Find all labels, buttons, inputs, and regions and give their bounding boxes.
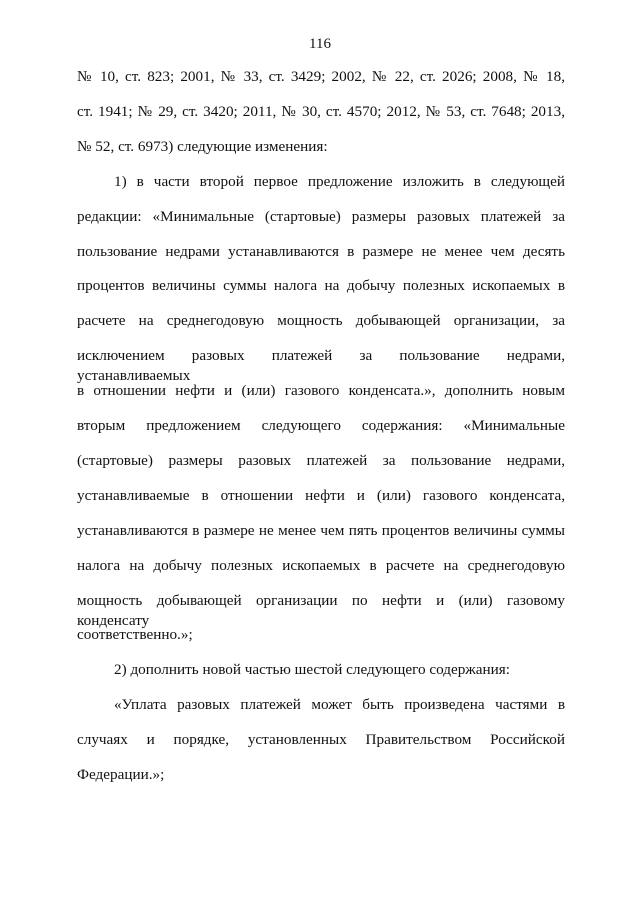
text-line: мощность добывающей организации по нефти и (или) газовому конденсату	[77, 592, 565, 629]
text-line: вторым предложением следующего содержания: «Минимальные	[77, 417, 565, 434]
text-line: расчете на среднегодовую мощность добывающей организации, за	[77, 312, 565, 329]
text-line: (стартовые) размеры разовых платежей за пользование недрами,	[77, 452, 565, 469]
text-line: устанавливаются в размере не менее чем пять процентов величины суммы	[77, 522, 565, 539]
text-line: № 52, ст. 6973) следующие изменения:	[77, 138, 328, 155]
text-line: соответственно.»;	[77, 626, 193, 643]
text-line: в отношении нефти и (или) газового конденсата.», дополнить новым	[77, 382, 565, 399]
text-line: 2) дополнить новой частью шестой следующего содержания:	[114, 661, 510, 678]
text-line: пользование недрами устанавливаются в размере не менее чем десять	[77, 243, 565, 260]
text-line: налога на добычу полезных ископаемых в расчете на среднегодовую	[77, 557, 565, 574]
text-line: устанавливаемые в отношении нефти и (или) газового конденсата,	[77, 487, 565, 504]
text-line: процентов величины суммы налога на добычу полезных ископаемых в	[77, 277, 565, 294]
text-line: 1) в части второй первое предложение изложить в следующей	[114, 173, 565, 190]
text-line: № 10, ст. 823; 2001, № 33, ст. 3429; 2002, № 22, ст. 2026; 2008, № 18,	[77, 68, 565, 85]
text-line: «Уплата разовых платежей может быть произведена частями в	[114, 696, 565, 713]
text-line: случаях и порядке, установленных Правительством Российской	[77, 731, 565, 748]
text-line: редакции: «Минимальные (стартовые) размеры разовых платежей за	[77, 208, 565, 225]
text-line: Федерации.»;	[77, 766, 165, 783]
text-line: исключением разовых платежей за пользование недрами, устанавливаемых	[77, 347, 565, 384]
text-line: ст. 1941; № 29, ст. 3420; 2011, № 30, ст. 4570; 2012, № 53, ст. 7648; 2013,	[77, 103, 565, 120]
page-number: 116	[309, 36, 331, 52]
